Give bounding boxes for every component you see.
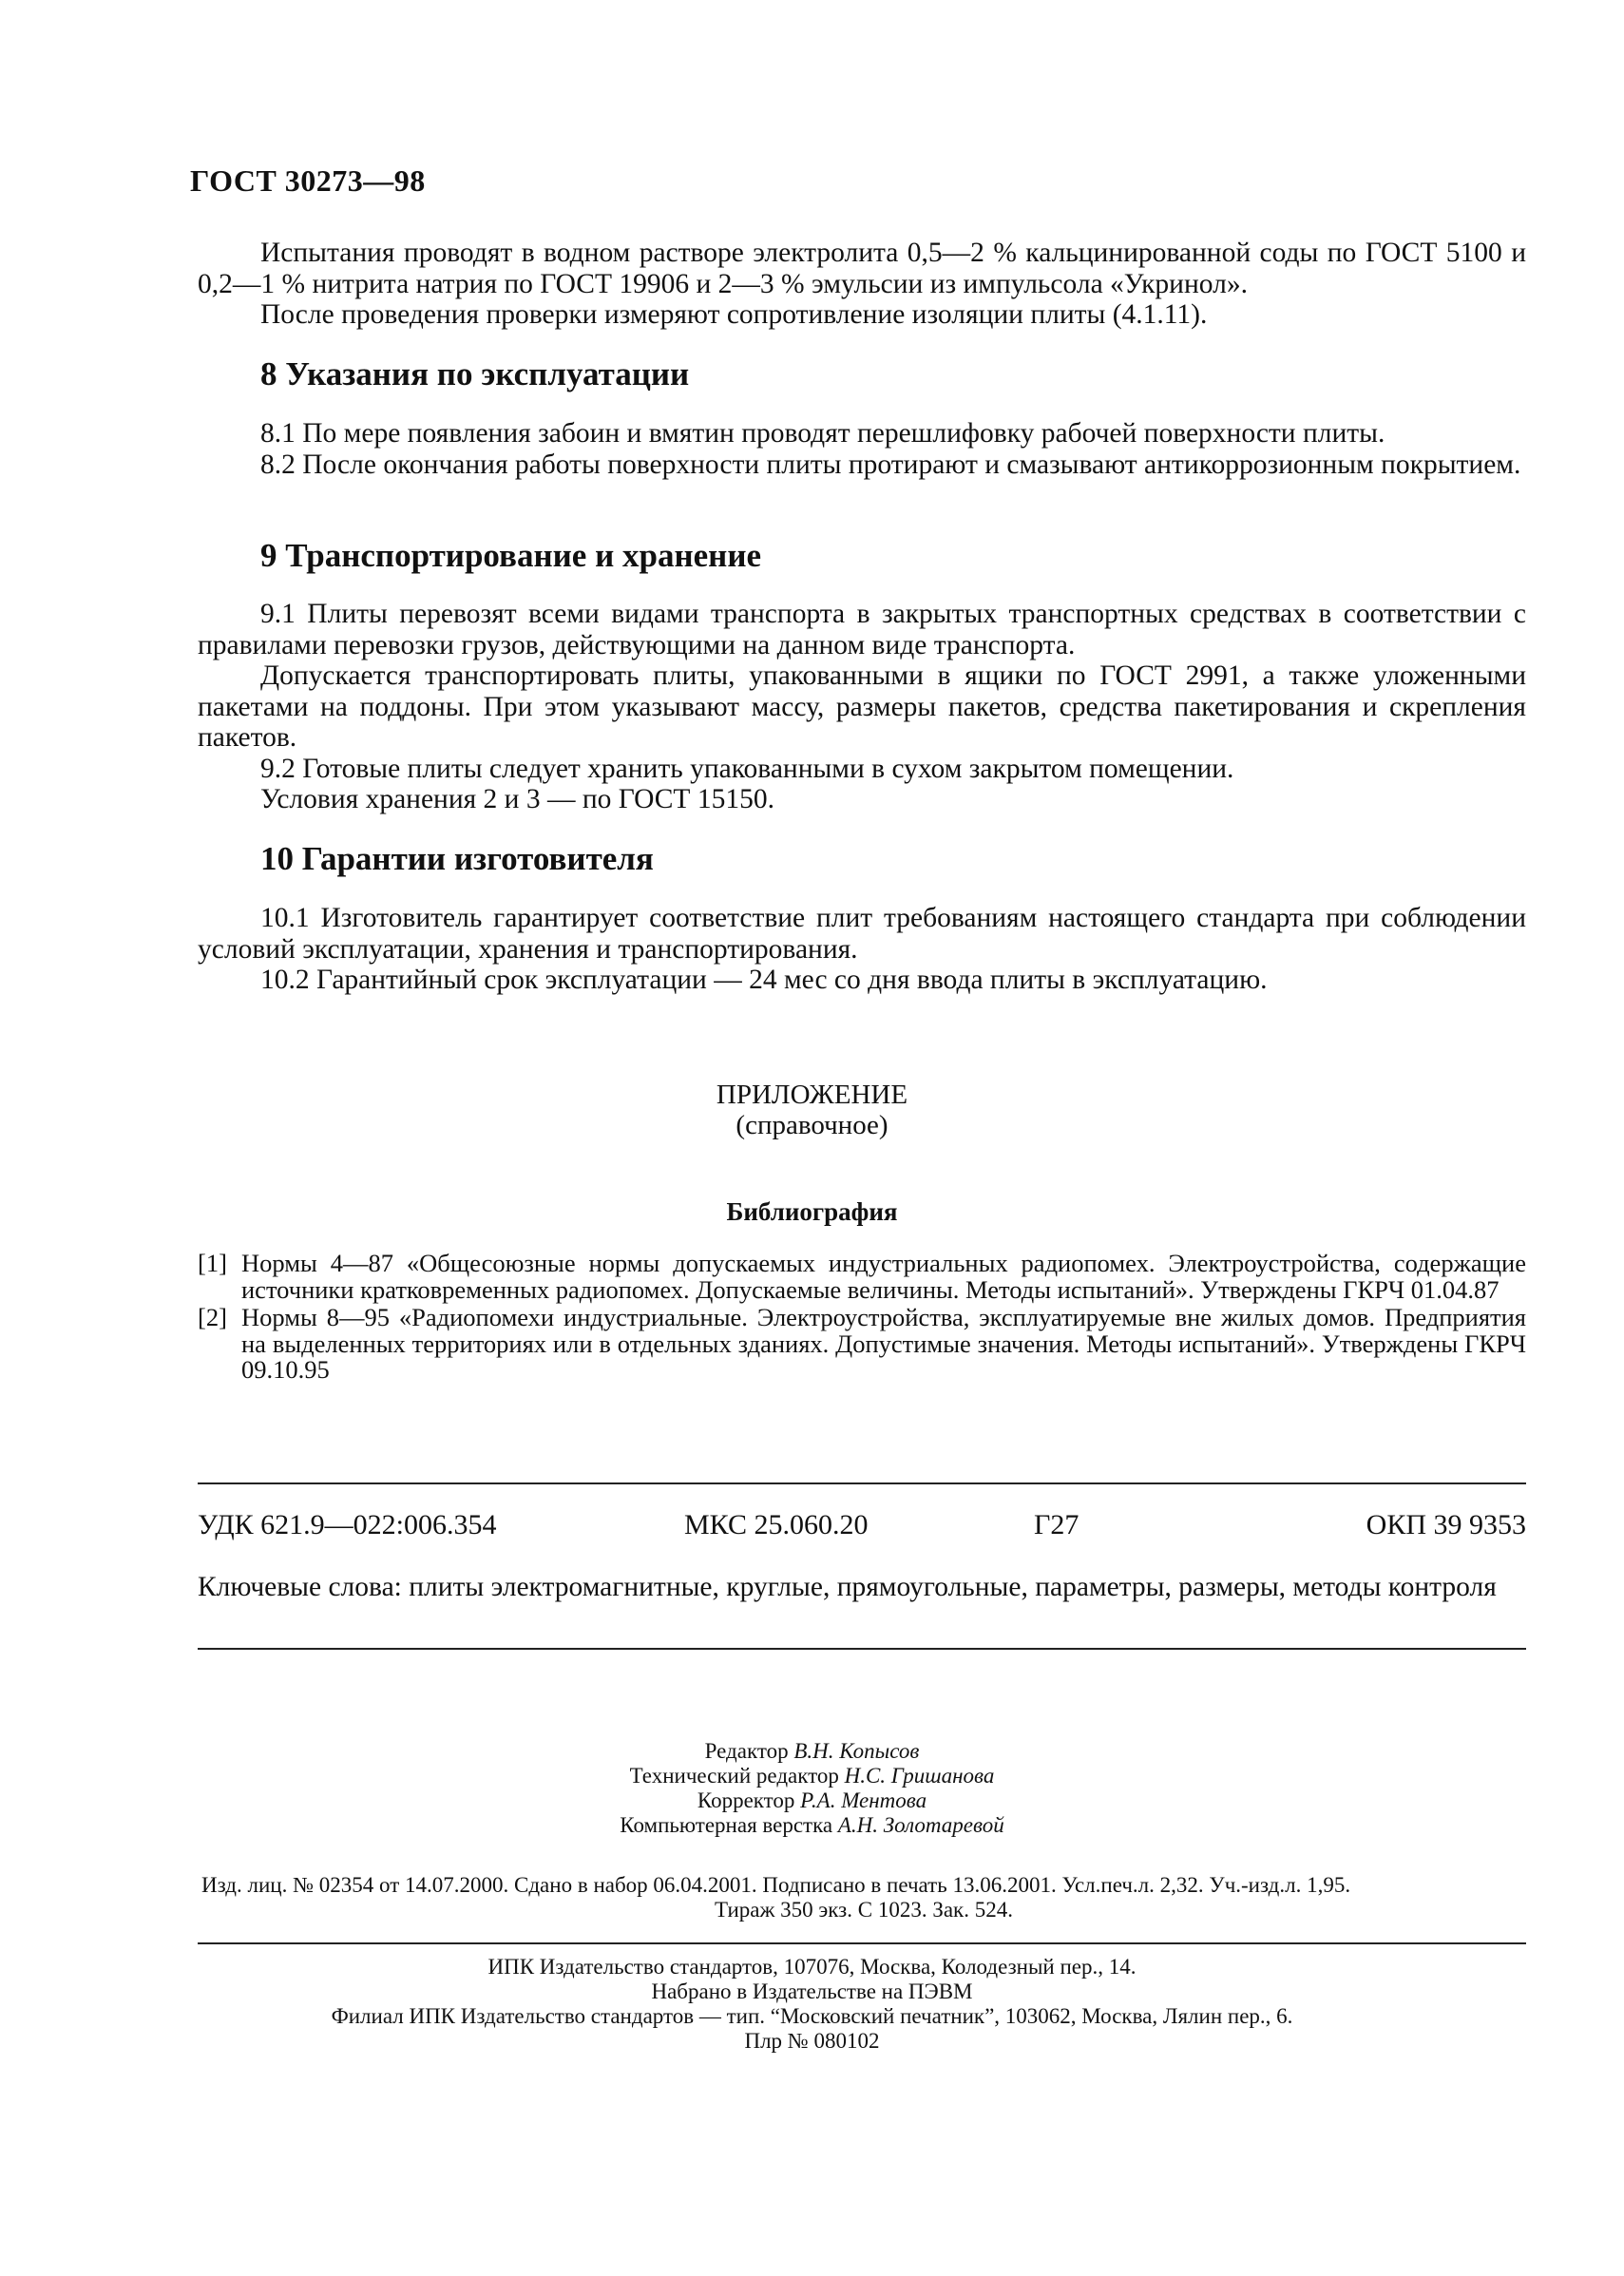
section-8-title: 8 Указания по эксплуатации: [260, 355, 690, 392]
bibliography-entry: [198, 1251, 1526, 1303]
credit-line: [0, 1813, 1624, 1838]
credit-role: Редактор: [704, 1739, 789, 1763]
credit-line: [0, 1764, 1624, 1788]
section-9-title: 9 Транспортирование и хранение: [260, 537, 762, 574]
bibliography-entry: [198, 1305, 1526, 1384]
reference-number: [2]: [198, 1303, 227, 1331]
paragraph: 9.1 Плиты перевозят всеми видами транспорта в закрытых транспортных средствах в соответствии с правилами перевозки грузов, действующими на данном виде транспорта.: [198, 599, 1526, 660]
reference-number: [1]: [198, 1249, 227, 1277]
credit-name: А.Н. Золотаревой: [837, 1813, 1004, 1837]
appendix-heading: [0, 1080, 1624, 1140]
publisher-line: ИПК Издательство стандартов, 107076, Москва, Колодезный пер., 14.: [487, 1955, 1137, 1979]
credit-line: [0, 1739, 1624, 1764]
mks-code: МКС 25.060.20: [684, 1509, 869, 1540]
appendix-title: ПРИЛОЖЕНИЕ: [716, 1080, 908, 1110]
imprint-block: [201, 1873, 1526, 1922]
paragraph: 8.1 По мере появления забоин и вмятин проводят перешлифовку рабочей поверхности плиты.: [260, 418, 1385, 449]
imprint-line: Изд. лиц. № 02354 от 14.07.2000. Сдано в набор 06.04.2001. Подписано в печать 13.06.2001. Усл.печ.л. 2,32. Уч.-изд.л. 1,95.: [201, 1873, 1351, 1897]
bibliography-title: Библиография: [726, 1197, 898, 1226]
intro-paragraph: После проведения проверки измеряют сопротивление изоляции плиты (4.1.11).: [260, 299, 1208, 330]
credits-block: [0, 1739, 1624, 1838]
credit-role: Компьютерная верстка: [620, 1813, 833, 1837]
divider-bottom: [198, 1942, 1526, 1944]
publisher-line: Филиал ИПК Издательство стандартов — тип. “Московский печатник”, 103062, Москва, Лялин пер., 6.: [331, 2004, 1293, 2028]
intro-block: [198, 238, 1526, 331]
paragraph: Условия хранения 2 и 3 — по ГОСТ 15150.: [260, 784, 774, 814]
okp-code: ОКП 39 9353: [1366, 1509, 1526, 1540]
section-10-body: [198, 903, 1526, 996]
paragraph: 10.2 Гарантийный срок эксплуатации — 24 мес со дня ввода плиты в эксплуатацию.: [260, 965, 1268, 995]
appendix-subtitle: (справочное): [736, 1110, 888, 1140]
paragraph: Допускается транспортировать плиты, упакованными в ящики по ГОСТ 2991, а также уложенными пакетами на поддоны. При этом указывают массу, размеры пакетов, средства пакетирования и скрепления пакетов.: [198, 660, 1526, 753]
imprint-line: Тираж 350 экз. С 1023. Зак. 524.: [715, 1898, 1013, 1922]
group-code: Г27: [1034, 1509, 1079, 1540]
divider-middle: [198, 1648, 1526, 1650]
document-code: ГОСТ 30273—98: [190, 163, 426, 198]
section-10-title: 10 Гарантии изготовителя: [260, 840, 654, 877]
udk-code: УДК 621.9—022:006.354: [198, 1509, 497, 1540]
paragraph: 8.2 После окончания работы поверхности плиты протирают и смазывают антикоррозионным покрытием.: [260, 449, 1521, 480]
credit-role: Технический редактор: [629, 1764, 839, 1788]
credit-line: [0, 1788, 1624, 1813]
divider-top: [198, 1482, 1526, 1484]
keywords: Ключевые слова: плиты электромагнитные, круглые, прямоугольные, параметры, размеры, методы контроля: [198, 1572, 1497, 1602]
credit-name: В.Н. Копысов: [793, 1739, 920, 1763]
publisher-block: [0, 1955, 1624, 2054]
reference-text: Нормы 8—95 «Радиопомехи индустриальные. Электроустройства, эксплуатируемые вне жилых домов. Предприятия на выделенных территориях или в отдельных зданиях. Допустимые значения. Методы испытаний». Утверждены ГКРЧ 09.10.95: [241, 1303, 1526, 1384]
reference-text: Нормы 4—87 «Общесоюзные нормы допускаемых индустриальных радиопомех. Электроустройства, содержащие источники кратковременных радиопомех. Допускаемые величины. Методы испытаний». Утверждены ГКРЧ 01.04.87: [241, 1249, 1526, 1304]
bibliography-list: [198, 1251, 1526, 1386]
paragraph: 9.2 Готовые плиты следует хранить упакованными в сухом закрытом помещении.: [260, 753, 1234, 784]
publisher-line: Плр № 080102: [744, 2029, 880, 2053]
publisher-line: Набрано в Издательстве на ПЭВМ: [651, 1980, 973, 2003]
section-9-body: [198, 599, 1526, 815]
paragraph: 10.1 Изготовитель гарантирует соответствие плит требованиям настоящего стандарта при соблюдении условий эксплуатации, хранения и транспортирования.: [198, 903, 1526, 965]
credit-name: Н.С. Гришанова: [844, 1764, 995, 1788]
section-8-body: [198, 418, 1526, 480]
intro-paragraph: Испытания проводят в водном растворе электролита 0,5—2 % кальцинированной соды по ГОСТ 5100 и 0,2—1 % нитрита натрия по ГОСТ 19906 и 2—3 % эмульсии из импульсола «Укринол».: [198, 238, 1526, 299]
credit-role: Корректор: [697, 1788, 795, 1812]
credit-name: Р.А. Ментова: [800, 1788, 927, 1812]
